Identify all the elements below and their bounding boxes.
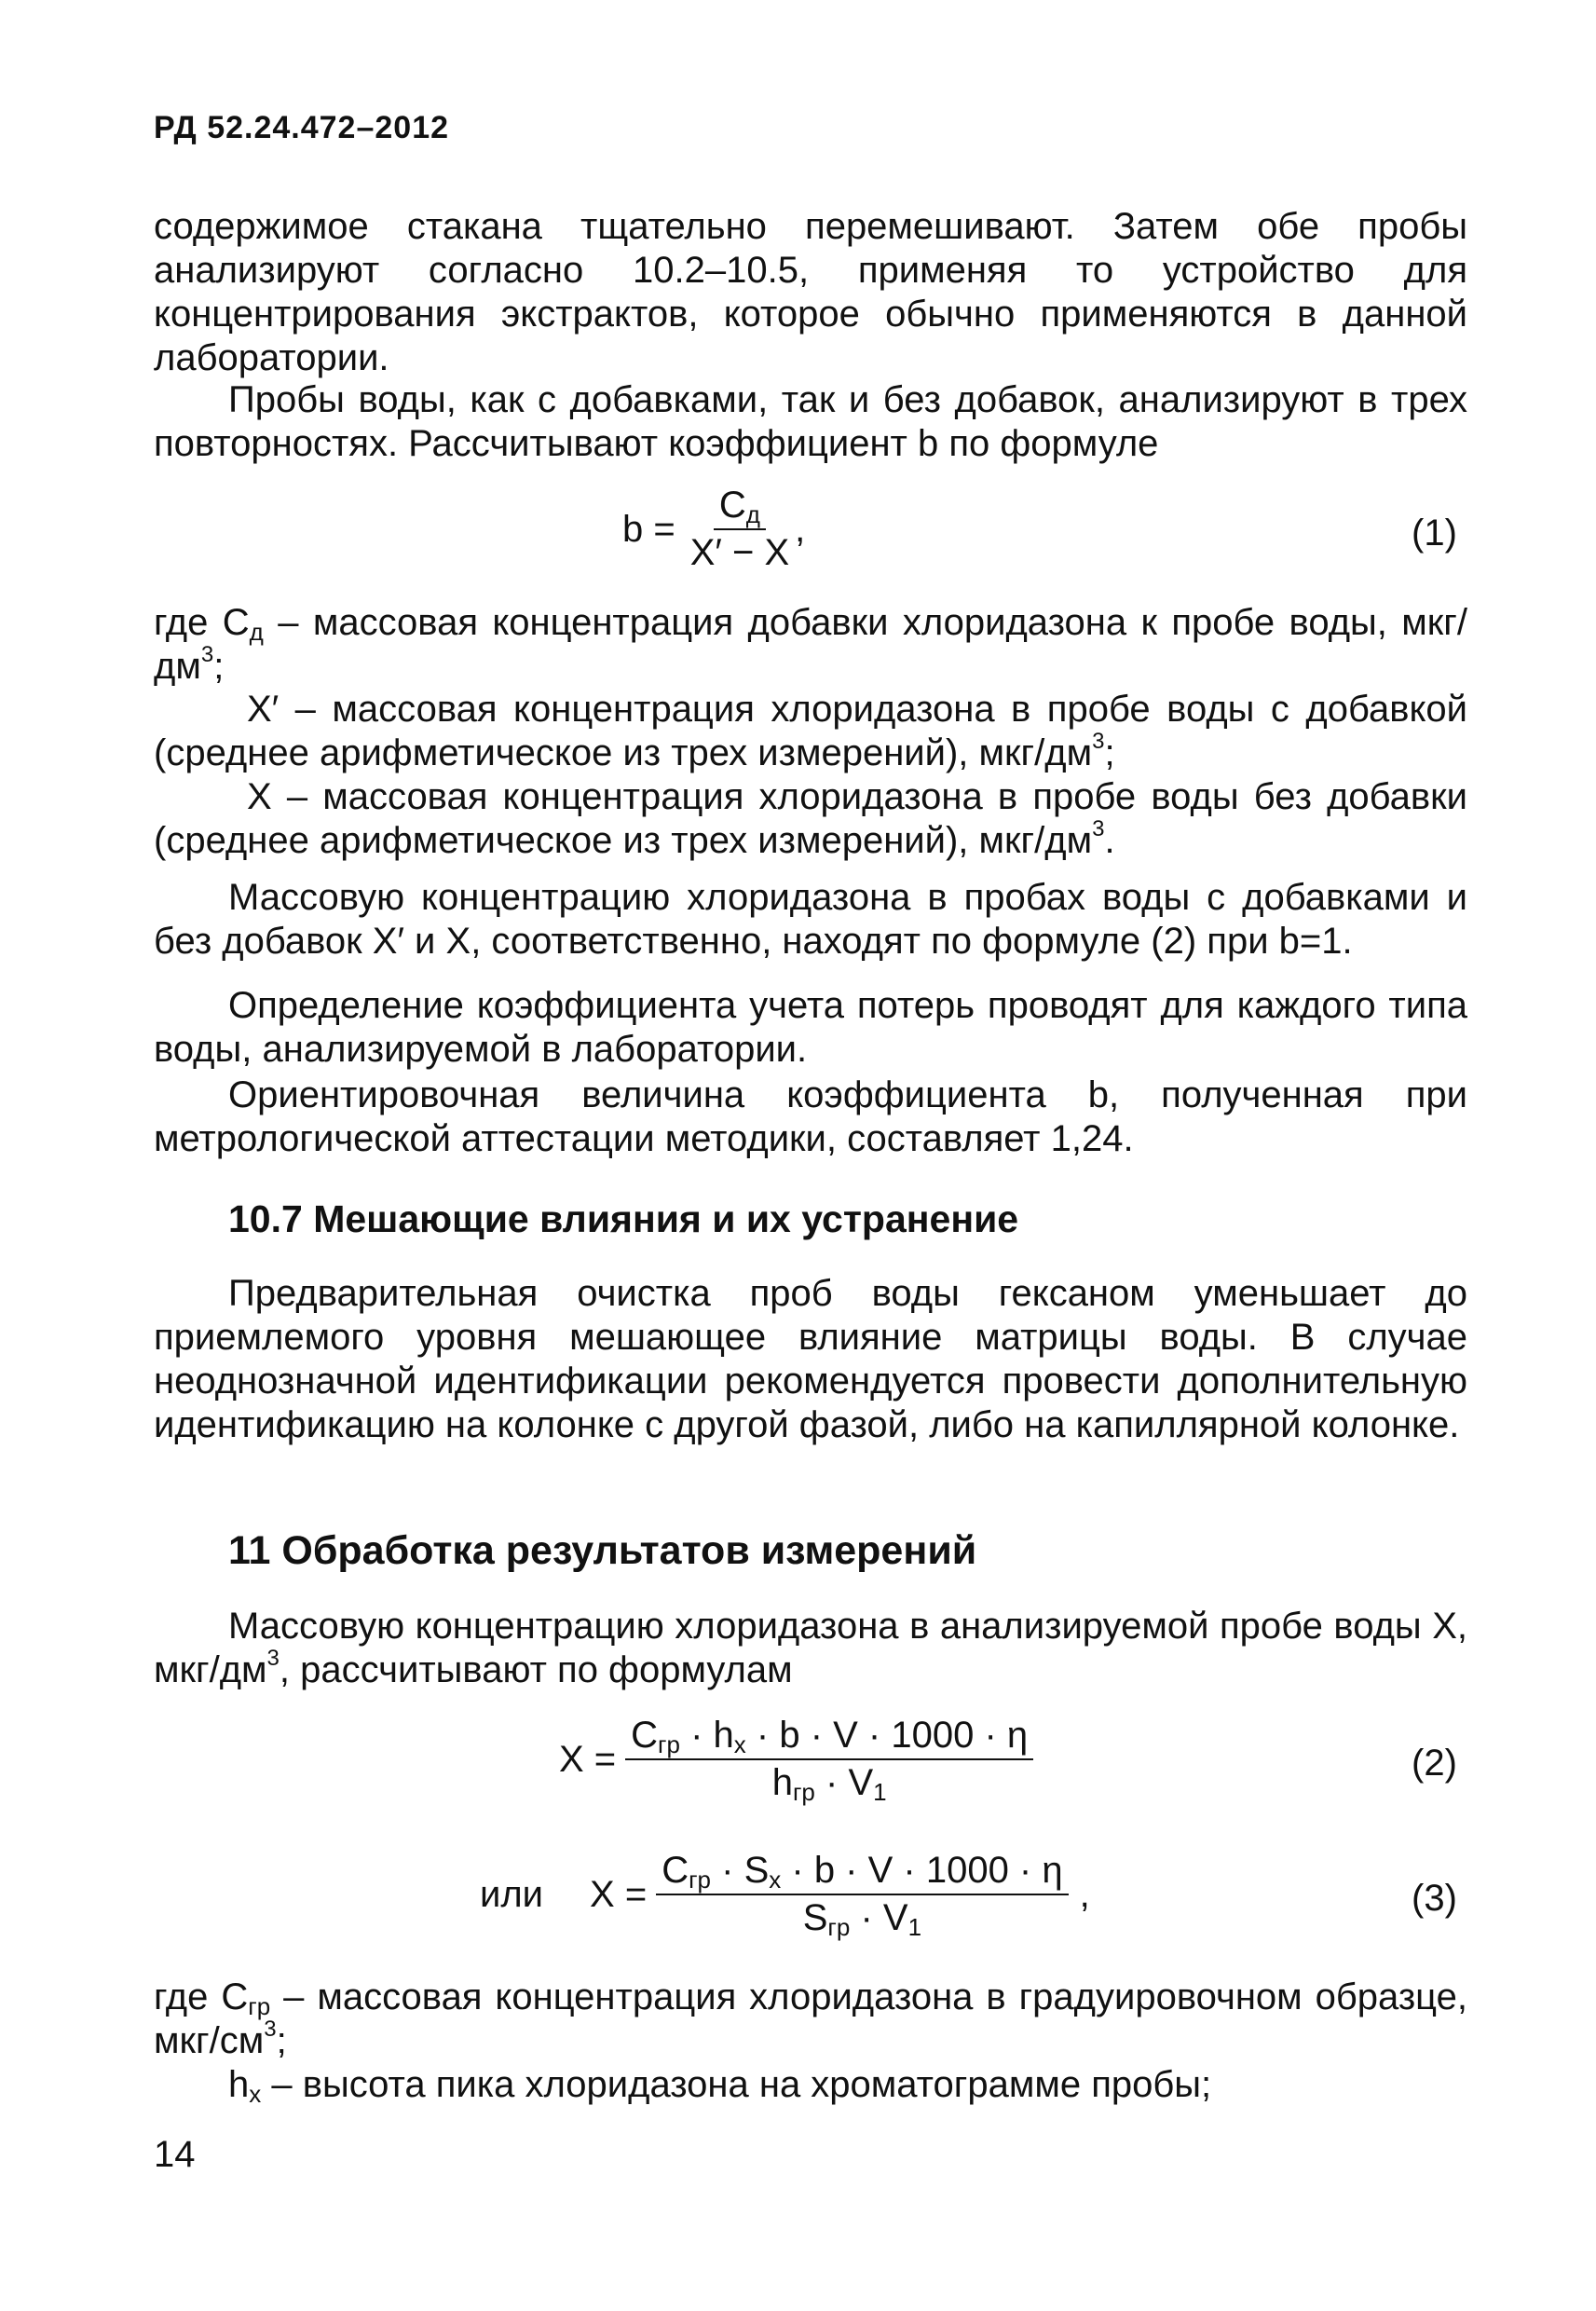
paragraph-interference: Предварительная очистка проб воды гексаном уменьшает до приемлемого уровня мешающее влияние матрицы воды. В случае неоднозначной идентификации рекомендуется провести дополнительную идентификацию на колонке с другой фазой, либо на капиллярной колонке. — [154, 1273, 1467, 1445]
formula-2 — [559, 1715, 1033, 1804]
formula-3-lhs: X = — [590, 1873, 648, 1915]
paragraph-loss-coefficient: Определение коэффициента учета потерь проводят для каждого типа воды, анализируемой в лаборатории. — [154, 985, 1467, 1070]
formula-1-lhs: b = — [622, 508, 675, 550]
paragraph-mass-concentration: Массовую концентрацию хлоридазона в пробах воды с добавками и без добавок X′ и X, соответственно, находят по формуле (2) при b=1. — [154, 877, 1467, 962]
heading-10-7: 10.7 Мешающие влияния и их устранение — [228, 1197, 1019, 1240]
paragraph-intro: содержимое стакана тщательно перемешивают. Затем обе пробы анализируют согласно 10.2–10.5, применяя то устройство для концентрирования экстрактов, которое обычно применяются в данной лаборатории. — [154, 206, 1467, 378]
paragraph-repeats: Пробы воды, как с добавками, так и без добавок, анализируют в трех повторностях. Рассчитывают коэффициент b по формуле — [154, 379, 1467, 464]
heading-11: 11 Обработка результатов измерений — [228, 1528, 977, 1573]
formula-3 — [480, 1850, 1090, 1939]
formula-3-fraction — [656, 1850, 1068, 1939]
definition-hx: $h_x$ – высота пика хлоридазона на хроматограмме пробы; — [228, 2064, 1212, 2108]
formula-1 — [622, 485, 805, 574]
definition-cd: где $C_д$ – массовая концентрация добавки хлоридазона к пробе воды, мкг/$дм^3$; — [154, 602, 1467, 687]
page-number: 14 — [154, 2134, 196, 2175]
formula-1-denominator: X′ − X — [689, 532, 790, 573]
formula-2-fraction — [625, 1715, 1033, 1804]
formula-2-denominator: $h_{гр} \cdot V_1$ — [771, 1762, 887, 1806]
formula-3-number: (3) — [1412, 1878, 1457, 1919]
formula-1-number: (1) — [1412, 513, 1457, 554]
paragraph-approximate-value: Ориентировочная величина коэффициента b, полученная при метрологической аттестации методики, составляет 1,24. — [154, 1074, 1467, 1159]
definition-x: X – массовая концентрация хлоридазона в пробе воды без добавки (среднее арифметическое из трех измерений), мкг/$дм^3$. — [154, 776, 1467, 861]
formula-1-tail: , — [795, 508, 806, 550]
formula-1-fraction — [685, 485, 795, 574]
formula-3-tail: , — [1079, 1873, 1090, 1915]
formula-2-lhs: X = — [559, 1738, 617, 1780]
formula-3-prefix: или — [480, 1873, 544, 1915]
formula-3-denominator: $S_{гр} \cdot V_1$ — [802, 1897, 922, 1941]
formula-3-numerator: $C_{гр} \cdot S_x \cdot b \cdot V \cdot 1000 \cdot \eta$ — [656, 1850, 1068, 1895]
paragraph-calculation: Массовую концентрацию хлоридазона в анализируемой пробе воды X, мкг/$дм^3$, рассчитывают по формулам — [154, 1606, 1467, 1690]
definition-x-prime: X′ – массовая концентрация хлоридазона в пробе воды с добавкой (среднее арифметическое из трех измерений), мкг/$дм^3$; — [154, 689, 1467, 773]
formula-1-numerator: $C_д$ — [714, 485, 766, 530]
formula-2-numerator: $C_{гр} \cdot h_x \cdot b \cdot V \cdot 1000 \cdot \eta$ — [625, 1715, 1033, 1760]
formula-2-number: (2) — [1412, 1743, 1457, 1784]
definition-cgr: где $C_{гр}$ – массовая концентрация хлоридазона в градуировочном образце, мкг/$см^3$; — [154, 1976, 1467, 2061]
document-header: РД 52.24.472–2012 — [154, 110, 450, 145]
